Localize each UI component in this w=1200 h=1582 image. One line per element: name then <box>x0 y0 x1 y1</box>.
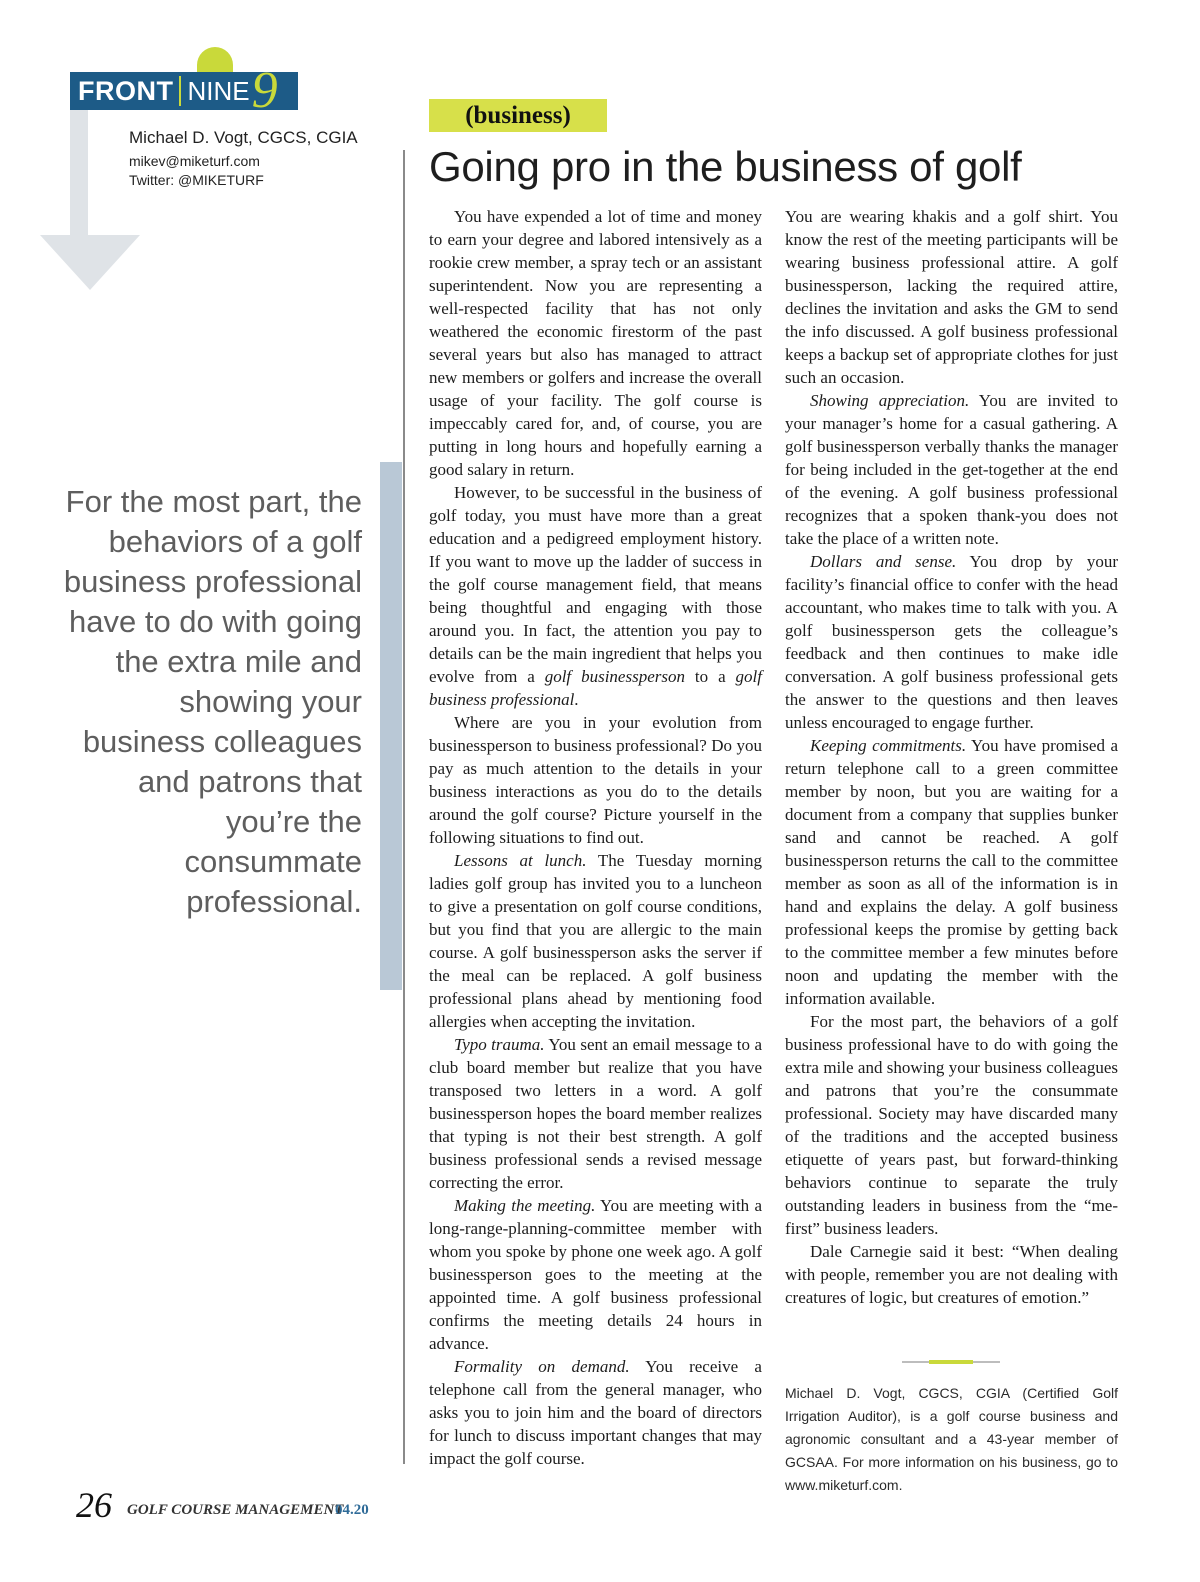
paragraph: However, to be successful in the business of golf today, you must have more than a great education and a pedigreed employment history. If you want to move up the ladder of success in the golf course management field, that means being thoughtful and engaging with those around you. In fact, the attention you pay to details can be the main ingredient that helps you evolve from a golf businessperson to a golf business professional. <box>429 483 762 709</box>
author-byline <box>129 128 358 191</box>
column-divider <box>403 150 405 1464</box>
page-number: 26 <box>76 1485 112 1525</box>
paragraph: Showing appreciation. You are invited to your manager’s home for a casual gathering. A golf businessperson verbally thanks the manager for being included in the get-together at the end of the evening. A golf business professional recognizes that a spoken thank-you does not take the place of a written note. <box>785 391 1118 548</box>
paragraph: You have expended a lot of time and money to earn your degree and labored intensively as a rookie crew member, a spray tech or an assistant superintendent. Now you are representing a well-respected facility that has not only weathered the economic firestorm of the past several years but also has managed to attract new members or golfers and increase the overall usage of your facility. The golf course is impeccably cared for, and, of course, you are putting in long hours and hopefully earning a good salary in return. <box>429 207 762 479</box>
article-column-1 <box>429 205 762 1470</box>
down-arrow-icon <box>40 110 140 292</box>
scenario-title: Typo trauma. <box>454 1035 545 1054</box>
paragraph: Typo trauma. You sent an email message to a club board member but realize that you have transposed two letters in a word. A golf businessperson hopes the board member realizes that typing is not their best strength. A golf business professional sends a revised message correcting the error. <box>429 1035 762 1192</box>
scenario-title: Formality on demand. <box>454 1357 630 1376</box>
section-tag: (business) <box>429 99 607 132</box>
scenario-title: Keeping commitments. <box>810 736 967 755</box>
badge-separator <box>179 76 181 106</box>
paragraph: Making the meeting. You are meeting with a long-range-planning-committee member with whom you spoke by phone one week ago. A golf businessperson goes to the meeting at the appointed time. A golf business professional confirms the meeting details 24 hours in advance. <box>429 1196 762 1353</box>
paragraph: Lessons at lunch. The Tuesday morning ladies golf group has invited you to a luncheon to give a presentation on golf course conditions, but you find that you are allergic to the main course. A golf businessperson asks the server if the meal can be replaced. A golf business professional plans ahead by mentioning food allergies when accepting the invitation. <box>429 851 762 1031</box>
magazine-name: GOLF COURSE MANAGEMENT <box>127 1502 344 1518</box>
paragraph: Dale Carnegie said it best: “When dealing with people, remember you are not dealing with creatures of logic, but creatures of emotion.” <box>785 1242 1118 1307</box>
paragraph: You are wearing khakis and a golf shirt. You know the rest of the meeting participants will be wearing business professional attire. A golf businessperson, lacking the required attire, declines the invitation and asks the GM to send the info discussed. A golf business professional keeps a backup set of appropriate clothes for just such an occasion. <box>785 207 1118 387</box>
headline: Going pro in the business of golf <box>429 143 1022 190</box>
paragraph: Dollars and sense. You drop by your facility’s financial office to confer with the head accountant, who makes time to talk with you. A golf businessperson gets the colleague’s feedback and then continues to make idle conversation. A golf business professional gets the answer to the questions and then leaves unless encouraged to engage further. <box>785 552 1118 732</box>
scenario-title: Making the meeting. <box>454 1196 596 1215</box>
badge-digit: 9 <box>251 62 278 119</box>
paragraph: Formality on demand. You receive a telephone call from the general manager, who asks you to join him and the board of directors for lunch to discuss important changes that may impact the golf course. <box>429 1357 762 1468</box>
end-mark-accent <box>929 1360 973 1364</box>
issue-date: 04.20 <box>335 1502 369 1518</box>
author-name: Michael D. Vogt, CGCS, CGIA <box>129 128 358 147</box>
emphasis: golf business professional <box>429 667 762 709</box>
paragraph: Keeping commitments. You have promised a return telephone call to a green committee member by noon, but you are waiting for a document from a company that supplies bunker sand and cannot be reached. A golf businessperson returns the call to the committee member as soon as all of the information is in hand and explains the delay. A golf business professional keeps the promise by getting back to the committee member a few minutes before noon and updating the member with the information available. <box>785 736 1118 1008</box>
scenario-title: Showing appreciation. <box>810 391 970 410</box>
paragraph: Where are you in your evolution from businessperson to business professional? Do you pay as much attention to the details in your business interactions as you do to the details around the golf course? Picture yourself in the following situations to find out. <box>429 713 762 847</box>
badge-nine-text: NINE <box>187 75 250 106</box>
scenario-title: Dollars and sense. <box>810 552 957 571</box>
section-badge <box>70 62 298 119</box>
author-bio: Michael D. Vogt, CGCS, CGIA (Certified Golf Irrigation Auditor), is a golf course business and agronomic consultant and a 43-year member of GCSAA. For more information on his business, go to www.miketurf.com. <box>785 1385 1118 1493</box>
pull-quote: For the most part, the behaviors of a golf business professional have to do with going the extra mile and showing your business colleagues and patrons that you’re the consummate professional. <box>63 484 362 919</box>
scenario-title: Lessons at lunch. <box>454 851 587 870</box>
author-email: mikev@miketurf.com <box>129 153 260 169</box>
badge-front-text: FRONT <box>78 75 174 106</box>
end-mark <box>902 1360 1000 1364</box>
article-column-2 <box>785 205 1118 1309</box>
emphasis: golf businessperson <box>544 667 685 686</box>
paragraph: For the most part, the behaviors of a golf business professional have to do with going the extra mile and showing your business colleagues and patrons that you’re the consummate professional. Society may have discarded many of the traditions and the accepted business etiquette of years past, but forward-thinking behaviors continue to separate the truly outstanding leaders in business from the “me-first” business leaders. <box>785 1012 1118 1238</box>
pull-quote-bar <box>380 462 402 990</box>
author-twitter: Twitter: @MIKETURF <box>129 172 264 188</box>
